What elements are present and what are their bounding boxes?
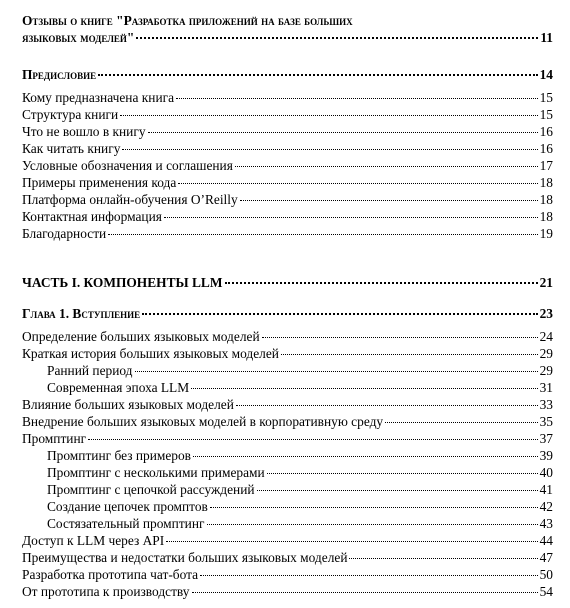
dot-leader <box>135 371 538 372</box>
dot-leader <box>164 217 538 218</box>
toc-entry-page: 54 <box>539 584 553 599</box>
toc-entry[interactable] <box>22 175 553 191</box>
toc-entry[interactable] <box>22 329 553 345</box>
toc-entry[interactable] <box>22 107 553 123</box>
dot-leader <box>120 115 537 116</box>
dot-leader <box>262 337 538 338</box>
toc-entry-page: 19 <box>539 226 553 241</box>
toc-subentry[interactable] <box>47 482 553 498</box>
toc-entry-part[interactable] <box>22 275 553 291</box>
dot-leader <box>235 166 538 167</box>
dot-leader <box>142 313 537 315</box>
toc-entry-title: Промптинг с цепочкой рассуждений <box>47 482 255 497</box>
dot-leader <box>166 541 537 542</box>
toc-entry-page: 33 <box>539 397 553 412</box>
dot-leader <box>207 524 538 525</box>
toc-entry-page: 41 <box>539 482 553 497</box>
toc-entry-page: 23 <box>539 306 553 321</box>
toc-entry-page: 18 <box>539 192 553 207</box>
dot-leader <box>176 98 538 99</box>
toc-subentry[interactable] <box>47 448 553 464</box>
toc-entry-title: Преимущества и недостатки больших языковых моделей <box>22 550 348 565</box>
toc-entry-title: Краткая история больших языковых моделей <box>22 346 279 361</box>
toc-entry-title: Промптинг с несколькими примерами <box>47 465 265 480</box>
toc-entry-page: 31 <box>539 380 553 395</box>
toc-entry-page: 29 <box>539 363 553 378</box>
toc-entry[interactable] <box>22 158 553 174</box>
toc-entry[interactable] <box>22 584 553 600</box>
dot-leader <box>267 473 538 474</box>
toc-entry-page: 44 <box>539 533 553 548</box>
toc-entry-title: Отзывы о книге "Разработка приложений на базе больших <box>22 13 353 28</box>
toc-entry-page: 17 <box>539 158 553 173</box>
dot-leader <box>349 558 537 559</box>
toc-entry-page: 47 <box>539 550 553 565</box>
toc-entry[interactable] <box>22 346 553 362</box>
toc-entry-title-continued: языковых моделей" <box>22 30 135 45</box>
toc-entry-title: Влияние больших языковых моделей <box>22 397 234 412</box>
toc-entry-title: ЧАСТЬ I. КОМПОНЕНТЫ LLM <box>22 275 223 290</box>
toc-entry-page: 37 <box>539 431 553 446</box>
toc-entry-page: 29 <box>539 346 553 361</box>
toc-entry-page: 11 <box>540 30 553 45</box>
toc-entry-page: 16 <box>539 124 553 139</box>
toc-entry-title: Глава 1. Вступление <box>22 306 141 321</box>
toc-entry-page: 50 <box>539 567 553 582</box>
toc-entry-page: 18 <box>539 209 553 224</box>
toc-entry-page: 42 <box>539 499 553 514</box>
toc-entry-title: Кому предназначена книга <box>22 90 175 105</box>
toc-subentry[interactable] <box>47 363 553 379</box>
dot-leader <box>98 74 538 76</box>
toc-entry-page: 14 <box>539 67 553 82</box>
toc-entry-page: 18 <box>539 175 553 190</box>
toc-entry-page: 16 <box>539 141 553 156</box>
toc-entry-title: Современная эпоха LLM <box>47 380 190 395</box>
toc-entry[interactable] <box>22 414 553 430</box>
toc-entry-title: Благодарности <box>22 226 107 241</box>
toc-subentry[interactable] <box>47 516 553 532</box>
toc-entry[interactable] <box>22 90 553 106</box>
toc-entry[interactable] <box>22 124 553 140</box>
toc-entry-title: От прототипа к производству <box>22 584 190 599</box>
toc-entry[interactable] <box>22 226 553 242</box>
toc-entry-chapter[interactable] <box>22 306 553 322</box>
toc-entry-page: 43 <box>539 516 553 531</box>
dot-leader <box>210 507 538 508</box>
toc-entry-title: Структура книги <box>22 107 119 122</box>
toc-entry-title: Промптинг без примеров <box>47 448 192 463</box>
toc-entry-title: Примеры применения кода <box>22 175 177 190</box>
toc-entry-page: 40 <box>539 465 553 480</box>
dot-leader <box>136 37 538 39</box>
dot-leader <box>257 490 538 491</box>
toc-entry-title: Что не вошло в книгу <box>22 124 146 139</box>
toc-entry-reviews[interactable] <box>22 12 553 46</box>
toc-entry-preface[interactable] <box>22 67 553 83</box>
dot-leader <box>225 282 538 284</box>
toc-entry-title: Создание цепочек промптов <box>47 499 208 514</box>
toc-entry-title: Определение больших языковых моделей <box>22 329 260 344</box>
toc-entry[interactable] <box>22 431 553 447</box>
toc-entry-page: 15 <box>539 107 553 122</box>
dot-leader <box>122 149 537 150</box>
toc-entry-title: Ранний период <box>47 363 133 378</box>
toc-entry-title: Условные обозначения и соглашения <box>22 158 233 173</box>
toc-entry-title: Промптинг <box>22 431 87 446</box>
dot-leader <box>108 234 537 235</box>
toc-entry-title: Как читать книгу <box>22 141 121 156</box>
toc-entry[interactable] <box>22 397 553 413</box>
dot-leader <box>193 456 538 457</box>
dot-leader <box>191 388 537 389</box>
toc-subentry[interactable] <box>47 465 553 481</box>
toc-entry-page: 21 <box>539 275 553 290</box>
toc-entry-title: Состязательный промптинг <box>47 516 205 531</box>
toc-entry-title: Доступ к LLM через API <box>22 533 165 548</box>
toc-entry-title: Внедрение больших языковых моделей в корпоративную среду <box>22 414 384 429</box>
toc-entry[interactable] <box>22 141 553 157</box>
dot-leader <box>178 183 537 184</box>
toc-entry-title: Платформа онлайн-обучения O’Reilly <box>22 192 238 207</box>
toc-entry-page: 35 <box>539 414 553 429</box>
dot-leader <box>88 439 537 440</box>
toc-entry[interactable] <box>22 192 553 208</box>
toc-entry[interactable] <box>22 550 553 566</box>
dot-leader <box>240 200 538 201</box>
dot-leader <box>236 405 538 406</box>
toc-subentry[interactable] <box>47 380 553 396</box>
dot-leader <box>281 354 538 355</box>
toc-entry-page: 24 <box>539 329 553 344</box>
toc-entry-title: Контактная информация <box>22 209 162 224</box>
toc-entry-title: Разработка прототипа чат-бота <box>22 567 199 582</box>
toc-entry[interactable] <box>22 533 553 549</box>
toc-entry[interactable] <box>22 209 553 225</box>
toc-entry-title: Предисловие <box>22 67 97 82</box>
dot-leader <box>200 575 538 576</box>
toc-entry-page: 15 <box>539 90 553 105</box>
toc-entry[interactable] <box>22 567 553 583</box>
toc-subentry[interactable] <box>47 499 553 515</box>
toc-entry-page: 39 <box>539 448 553 463</box>
dot-leader <box>385 422 538 423</box>
dot-leader <box>148 132 538 133</box>
dot-leader <box>192 592 538 593</box>
